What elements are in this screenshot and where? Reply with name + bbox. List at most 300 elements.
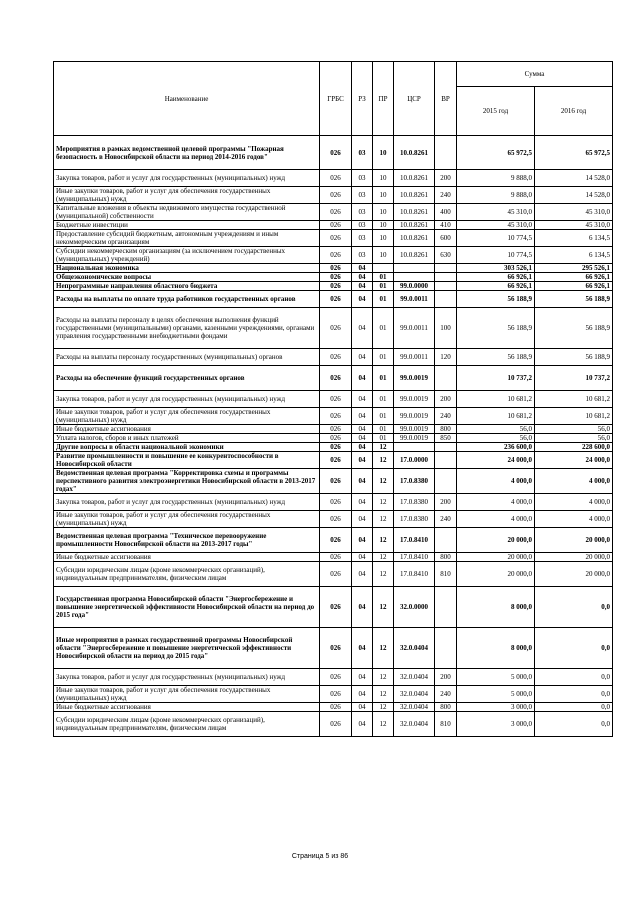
cell-2016: 6 134,5 [535, 230, 613, 247]
table-row [54, 136, 613, 170]
cell-pr: 01 [373, 308, 394, 349]
cell-2015: 9 888,0 [457, 170, 535, 187]
cell-grbs: 026 [320, 264, 352, 273]
cell-2015: 20 000,0 [457, 553, 535, 562]
cell-rz: 04 [352, 511, 373, 528]
cell-pr: 10 [373, 247, 394, 264]
cell-rz: 04 [352, 703, 373, 712]
cell-2016: 10 681,2 [535, 408, 613, 425]
cell-vr: 630 [435, 247, 457, 264]
cell-grbs: 026 [320, 247, 352, 264]
table-row [54, 528, 613, 553]
cell-2016: 20 000,0 [535, 528, 613, 553]
cell-pr: 12 [373, 469, 394, 494]
cell-vr [435, 291, 457, 308]
cell-pr: 12 [373, 553, 394, 562]
cell-pr: 01 [373, 391, 394, 408]
cell-rz: 04 [352, 494, 373, 511]
table-body [54, 136, 613, 737]
cell-vr [435, 136, 457, 170]
cell-grbs: 026 [320, 494, 352, 511]
table-row [54, 712, 613, 737]
cell-2015: 45 310,0 [457, 221, 535, 230]
cell-csr: 10.0.8261 [394, 221, 435, 230]
cell-pr: 01 [373, 408, 394, 425]
cell-name: Ведомственная целевая программа "Техническое перевооружение промышленности Новосибирской области на 2013-2017 годы" [54, 528, 320, 553]
cell-pr: 12 [373, 562, 394, 587]
cell-vr [435, 264, 457, 273]
cell-name: Бюджетные инвестиции [54, 221, 320, 230]
cell-csr: 32.0.0404 [394, 686, 435, 703]
table-row [54, 264, 613, 273]
cell-2016: 4 000,0 [535, 511, 613, 528]
cell-pr: 12 [373, 703, 394, 712]
cell-vr: 120 [435, 349, 457, 366]
cell-name: Субсидии некоммерческим организациям (за исключением государственных (муниципальных) учреждений) [54, 247, 320, 264]
cell-name: Национальная экономика [54, 264, 320, 273]
cell-vr [435, 587, 457, 628]
table-row [54, 204, 613, 221]
cell-name: Закупка товаров, работ и услуг для государственных (муниципальных) нужд [54, 391, 320, 408]
cell-2015: 66 926,1 [457, 273, 535, 282]
cell-csr: 17.0.8410 [394, 553, 435, 562]
cell-rz: 04 [352, 425, 373, 434]
cell-2016: 228 600,0 [535, 443, 613, 452]
cell-grbs: 026 [320, 291, 352, 308]
cell-rz: 04 [352, 587, 373, 628]
cell-rz: 04 [352, 669, 373, 686]
cell-2016: 20 000,0 [535, 553, 613, 562]
cell-grbs: 026 [320, 425, 352, 434]
cell-vr: 800 [435, 703, 457, 712]
cell-vr: 400 [435, 204, 457, 221]
table-row [54, 553, 613, 562]
cell-2015: 56,0 [457, 425, 535, 434]
cell-2015: 5 000,0 [457, 669, 535, 686]
header-vr: ВР [435, 62, 457, 136]
cell-2015: 4 000,0 [457, 469, 535, 494]
header-grbs: ГРБС [320, 62, 352, 136]
cell-pr: 12 [373, 511, 394, 528]
cell-2015: 10 737,2 [457, 366, 535, 391]
cell-csr: 99.0.0011 [394, 308, 435, 349]
cell-vr: 200 [435, 494, 457, 511]
table-row [54, 628, 613, 669]
cell-vr: 200 [435, 669, 457, 686]
cell-grbs: 026 [320, 273, 352, 282]
cell-rz: 04 [352, 628, 373, 669]
cell-grbs: 026 [320, 528, 352, 553]
cell-csr [394, 443, 435, 452]
cell-csr: 99.0.0019 [394, 391, 435, 408]
cell-csr: 99.0.0019 [394, 434, 435, 443]
cell-grbs: 026 [320, 703, 352, 712]
cell-pr: 01 [373, 425, 394, 434]
cell-vr: 200 [435, 170, 457, 187]
cell-name: Закупка товаров, работ и услуг для государственных (муниципальных) нужд [54, 669, 320, 686]
cell-2016: 45 310,0 [535, 204, 613, 221]
cell-rz: 04 [352, 528, 373, 553]
cell-csr: 99.0.0000 [394, 282, 435, 291]
cell-grbs: 026 [320, 187, 352, 204]
cell-2016: 14 528,0 [535, 170, 613, 187]
cell-2016: 45 310,0 [535, 221, 613, 230]
cell-rz: 04 [352, 712, 373, 737]
cell-2015: 56 188,9 [457, 291, 535, 308]
cell-vr [435, 469, 457, 494]
cell-2016: 0,0 [535, 669, 613, 686]
cell-rz: 04 [352, 282, 373, 291]
cell-2016: 56,0 [535, 425, 613, 434]
cell-rz: 04 [352, 391, 373, 408]
table-row [54, 511, 613, 528]
cell-rz: 04 [352, 291, 373, 308]
table-row [54, 247, 613, 264]
cell-2015: 10 774,5 [457, 247, 535, 264]
cell-grbs: 026 [320, 391, 352, 408]
header-pr: ПР [373, 62, 394, 136]
table-row [54, 425, 613, 434]
cell-name: Иные мероприятия в рамках государственной программы Новосибирской области "Энергосбережение и повышение энергетической эффективности Новосибирской области на период до 2015 года" [54, 628, 320, 669]
cell-name: Иные закупки товаров, работ и услуг для обеспечения государственных (муниципальных) нужд [54, 408, 320, 425]
cell-pr: 12 [373, 712, 394, 737]
cell-2015: 4 000,0 [457, 494, 535, 511]
cell-csr: 32.0.0000 [394, 587, 435, 628]
cell-2015: 10 681,2 [457, 408, 535, 425]
cell-2015: 10 681,2 [457, 391, 535, 408]
cell-grbs: 026 [320, 434, 352, 443]
cell-pr: 10 [373, 170, 394, 187]
cell-rz: 04 [352, 366, 373, 391]
cell-grbs: 026 [320, 686, 352, 703]
cell-vr: 410 [435, 221, 457, 230]
cell-2015: 9 888,0 [457, 187, 535, 204]
cell-2016: 0,0 [535, 712, 613, 737]
cell-name: Государственная программа Новосибирской области "Энергосбережение и повышение энергетической эффективности Новосибирской области на период до 2015 года" [54, 587, 320, 628]
cell-grbs: 026 [320, 587, 352, 628]
table-row [54, 443, 613, 452]
cell-2016: 0,0 [535, 703, 613, 712]
table-row [54, 230, 613, 247]
cell-grbs: 026 [320, 511, 352, 528]
cell-rz: 03 [352, 221, 373, 230]
cell-2015: 20 000,0 [457, 528, 535, 553]
cell-csr: 99.0.0019 [394, 408, 435, 425]
cell-2015: 8 000,0 [457, 628, 535, 669]
cell-2016: 10 681,2 [535, 391, 613, 408]
cell-name: Другие вопросы в области национальной экономики [54, 443, 320, 452]
header-2015: 2015 год [457, 87, 535, 136]
cell-pr: 10 [373, 187, 394, 204]
table-row [54, 291, 613, 308]
cell-name: Расходы на выплаты по оплате труда работников государственных органов [54, 291, 320, 308]
table-row [54, 273, 613, 282]
table-row [54, 587, 613, 628]
cell-2016: 20 000,0 [535, 562, 613, 587]
cell-vr [435, 443, 457, 452]
cell-vr [435, 452, 457, 469]
cell-2016: 56 188,9 [535, 291, 613, 308]
cell-pr: 10 [373, 230, 394, 247]
cell-pr: 01 [373, 434, 394, 443]
header-name: Наименование [54, 62, 320, 136]
cell-name: Иные бюджетные ассигнования [54, 425, 320, 434]
cell-2015: 8 000,0 [457, 587, 535, 628]
cell-rz: 03 [352, 136, 373, 170]
cell-pr: 12 [373, 628, 394, 669]
cell-grbs: 026 [320, 282, 352, 291]
cell-2016: 14 528,0 [535, 187, 613, 204]
cell-grbs: 026 [320, 628, 352, 669]
cell-2016: 4 000,0 [535, 469, 613, 494]
cell-name: Иные бюджетные ассигнования [54, 703, 320, 712]
header-2016: 2016 год [535, 87, 613, 136]
cell-name: Расходы на выплаты персоналу государственных (муниципальных) органов [54, 349, 320, 366]
cell-grbs: 026 [320, 230, 352, 247]
table-row [54, 494, 613, 511]
cell-grbs: 026 [320, 553, 352, 562]
cell-2016: 4 000,0 [535, 494, 613, 511]
cell-2015: 20 000,0 [457, 562, 535, 587]
table-row [54, 366, 613, 391]
cell-rz: 04 [352, 686, 373, 703]
table-row [54, 349, 613, 366]
cell-2015: 66 926,1 [457, 282, 535, 291]
cell-csr: 10.0.8261 [394, 187, 435, 204]
cell-name: Развитие промышленности и повышение ее конкурентоспособности в Новосибирской области [54, 452, 320, 469]
cell-vr: 800 [435, 553, 457, 562]
cell-2016: 56 188,9 [535, 308, 613, 349]
cell-2016: 0,0 [535, 628, 613, 669]
cell-pr: 10 [373, 221, 394, 230]
cell-2015: 3 000,0 [457, 703, 535, 712]
cell-csr: 17.0.8410 [394, 528, 435, 553]
cell-csr: 32.0.0404 [394, 703, 435, 712]
cell-rz: 03 [352, 187, 373, 204]
cell-2015: 303 526,1 [457, 264, 535, 273]
cell-grbs: 026 [320, 469, 352, 494]
cell-2015: 65 972,5 [457, 136, 535, 170]
cell-rz: 04 [352, 553, 373, 562]
cell-vr: 200 [435, 391, 457, 408]
cell-2016: 56 188,9 [535, 349, 613, 366]
cell-rz: 03 [352, 170, 373, 187]
cell-2015: 24 000,0 [457, 452, 535, 469]
table-row [54, 669, 613, 686]
cell-2015: 236 600,0 [457, 443, 535, 452]
cell-vr: 600 [435, 230, 457, 247]
table-row [54, 703, 613, 712]
cell-vr: 850 [435, 434, 457, 443]
cell-2015: 56 188,9 [457, 308, 535, 349]
cell-grbs: 026 [320, 170, 352, 187]
cell-pr: 12 [373, 528, 394, 553]
cell-name: Расходы на обеспечение функций государственных органов [54, 366, 320, 391]
cell-name: Субсидии юридическим лицам (кроме некоммерческих организаций), индивидуальным предпринимателям, физическим лицам [54, 712, 320, 737]
table-row [54, 308, 613, 349]
cell-vr [435, 528, 457, 553]
cell-grbs: 026 [320, 452, 352, 469]
cell-name: Иные закупки товаров, работ и услуг для обеспечения государственных (муниципальных) нужд [54, 511, 320, 528]
cell-2015: 5 000,0 [457, 686, 535, 703]
cell-pr: 12 [373, 686, 394, 703]
cell-vr: 810 [435, 712, 457, 737]
cell-csr: 32.0.0404 [394, 712, 435, 737]
cell-name: Уплата налогов, сборов и иных платежей [54, 434, 320, 443]
cell-2015: 56,0 [457, 434, 535, 443]
cell-grbs: 026 [320, 712, 352, 737]
cell-2016: 0,0 [535, 587, 613, 628]
cell-name: Иные закупки товаров, работ и услуг для обеспечения государственных (муниципальных) нужд [54, 187, 320, 204]
cell-pr: 12 [373, 452, 394, 469]
cell-vr: 240 [435, 686, 457, 703]
cell-grbs: 026 [320, 408, 352, 425]
cell-name: Иные бюджетные ассигнования [54, 553, 320, 562]
cell-pr: 12 [373, 587, 394, 628]
cell-name: Непрограммные направления областного бюджета [54, 282, 320, 291]
cell-rz: 04 [352, 264, 373, 273]
cell-name: Иные закупки товаров, работ и услуг для обеспечения государственных (муниципальных) нужд [54, 686, 320, 703]
table-row [54, 391, 613, 408]
cell-rz: 04 [352, 469, 373, 494]
header-rz: РЗ [352, 62, 373, 136]
cell-csr [394, 264, 435, 273]
cell-csr [394, 273, 435, 282]
table-row [54, 282, 613, 291]
cell-csr: 10.0.8261 [394, 136, 435, 170]
cell-grbs: 026 [320, 308, 352, 349]
cell-2016: 65 972,5 [535, 136, 613, 170]
cell-pr: 12 [373, 443, 394, 452]
cell-grbs: 026 [320, 366, 352, 391]
cell-csr: 17.0.8410 [394, 562, 435, 587]
cell-grbs: 026 [320, 349, 352, 366]
cell-grbs: 026 [320, 669, 352, 686]
cell-csr: 10.0.8261 [394, 204, 435, 221]
cell-name: Ведомственная целевая программа "Корректировка схемы и программы перспективного развития электроэнергетики Новосибирской области в 2013-2017 годах" [54, 469, 320, 494]
cell-2015: 45 310,0 [457, 204, 535, 221]
cell-pr: 01 [373, 366, 394, 391]
cell-pr: 12 [373, 669, 394, 686]
cell-rz: 04 [352, 562, 373, 587]
cell-2015: 4 000,0 [457, 511, 535, 528]
table-row [54, 408, 613, 425]
cell-csr: 10.0.8261 [394, 247, 435, 264]
cell-csr: 17.0.8380 [394, 511, 435, 528]
cell-2015: 56 188,9 [457, 349, 535, 366]
cell-pr: 01 [373, 291, 394, 308]
cell-2016: 66 926,1 [535, 273, 613, 282]
cell-vr [435, 282, 457, 291]
header-sum: Сумма [457, 62, 613, 87]
cell-rz: 04 [352, 349, 373, 366]
cell-csr: 10.0.8261 [394, 170, 435, 187]
cell-vr [435, 366, 457, 391]
cell-name: Общеэкономические вопросы [54, 273, 320, 282]
cell-2016: 66 926,1 [535, 282, 613, 291]
table-row [54, 469, 613, 494]
cell-grbs: 026 [320, 136, 352, 170]
cell-rz: 04 [352, 308, 373, 349]
header-csr: ЦСР [394, 62, 435, 136]
cell-csr: 32.0.0404 [394, 628, 435, 669]
cell-pr [373, 264, 394, 273]
cell-rz: 03 [352, 204, 373, 221]
cell-vr [435, 273, 457, 282]
cell-2015: 10 774,5 [457, 230, 535, 247]
cell-pr: 10 [373, 136, 394, 170]
cell-name: Закупка товаров, работ и услуг для государственных (муниципальных) нужд [54, 170, 320, 187]
cell-2015: 3 000,0 [457, 712, 535, 737]
cell-csr: 17.0.8380 [394, 469, 435, 494]
cell-rz: 03 [352, 247, 373, 264]
cell-csr: 17.0.0000 [394, 452, 435, 469]
cell-vr: 240 [435, 187, 457, 204]
cell-name: Расходы на выплаты персоналу в целях обеспечения выполнения функций государственными (муниципальными) органами, казенными учреждениями, органами управления государственными внебюджетными фондами [54, 308, 320, 349]
cell-2016: 10 737,2 [535, 366, 613, 391]
cell-rz: 04 [352, 434, 373, 443]
cell-vr: 800 [435, 425, 457, 434]
cell-csr: 99.0.0011 [394, 349, 435, 366]
table-row [54, 452, 613, 469]
cell-csr: 99.0.0019 [394, 366, 435, 391]
cell-pr: 01 [373, 273, 394, 282]
cell-name: Предоставление субсидий бюджетным, автономным учреждениям и иным некоммерческим организациям [54, 230, 320, 247]
cell-csr: 99.0.0011 [394, 291, 435, 308]
page-footer: Страница 5 из 86 [291, 853, 349, 860]
cell-rz: 04 [352, 452, 373, 469]
cell-pr: 12 [373, 494, 394, 511]
cell-pr: 01 [373, 282, 394, 291]
cell-rz: 04 [352, 408, 373, 425]
cell-2016: 6 134,5 [535, 247, 613, 264]
cell-csr: 99.0.0019 [394, 425, 435, 434]
table-row [54, 187, 613, 204]
cell-name: Капитальные вложения в объекты недвижимого имущества государственной (муниципальной) собственности [54, 204, 320, 221]
table-row [54, 170, 613, 187]
cell-vr [435, 628, 457, 669]
cell-vr: 240 [435, 408, 457, 425]
table-row [54, 562, 613, 587]
table-row [54, 434, 613, 443]
table-row [54, 221, 613, 230]
cell-grbs: 026 [320, 562, 352, 587]
cell-rz: 04 [352, 443, 373, 452]
table-row [54, 686, 613, 703]
cell-pr: 01 [373, 349, 394, 366]
cell-vr: 240 [435, 511, 457, 528]
cell-grbs: 026 [320, 443, 352, 452]
cell-rz: 03 [352, 230, 373, 247]
cell-grbs: 026 [320, 221, 352, 230]
cell-name: Мероприятия в рамках ведомственной целевой программы "Пожарная безопасность в Новосибирской области на период 2014-2016 годов" [54, 136, 320, 170]
cell-csr: 10.0.8261 [394, 230, 435, 247]
cell-2016: 295 526,1 [535, 264, 613, 273]
cell-name: Закупка товаров, работ и услуг для государственных (муниципальных) нужд [54, 494, 320, 511]
cell-vr: 100 [435, 308, 457, 349]
cell-vr: 810 [435, 562, 457, 587]
cell-2016: 0,0 [535, 686, 613, 703]
cell-pr: 10 [373, 204, 394, 221]
cell-csr: 17.0.8380 [394, 494, 435, 511]
budget-table [53, 61, 613, 737]
cell-name: Субсидии юридическим лицам (кроме некоммерческих организаций), индивидуальным предпринимателям, физическим лицам [54, 562, 320, 587]
cell-grbs: 026 [320, 204, 352, 221]
cell-2016: 24 000,0 [535, 452, 613, 469]
cell-csr: 32.0.0404 [394, 669, 435, 686]
cell-rz: 04 [352, 273, 373, 282]
cell-2016: 56,0 [535, 434, 613, 443]
